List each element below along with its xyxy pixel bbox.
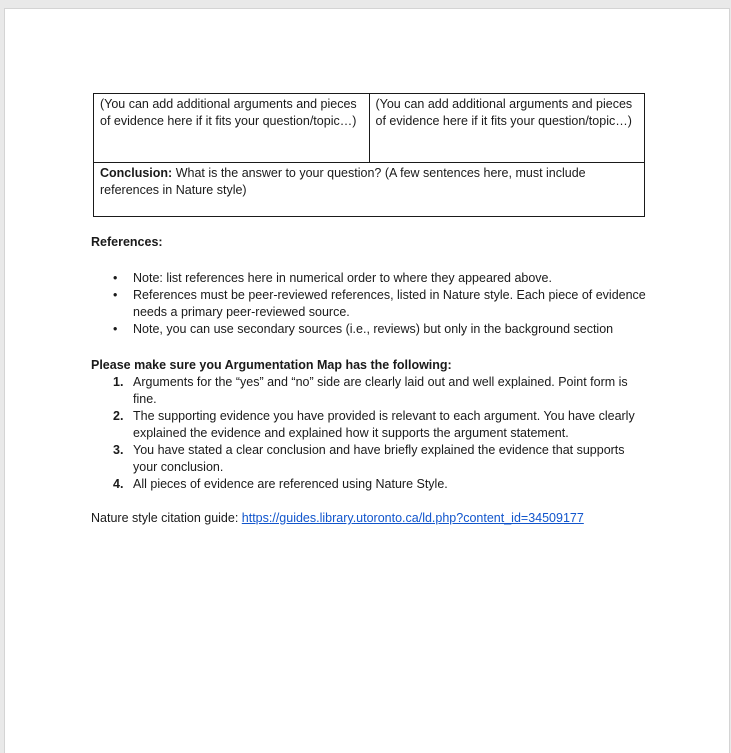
list-item <box>91 270 651 287</box>
references-list <box>91 270 651 338</box>
list-item <box>91 476 651 493</box>
list-item <box>91 374 651 408</box>
table-cell-left[interactable]: (You can add additional arguments and pieces of evidence here if it fits your question/topic…) <box>94 94 370 163</box>
citation-guide <box>91 510 651 527</box>
item-number: 4. <box>113 477 124 491</box>
checklist-heading: Please make sure you Argumentation Map has the following: <box>91 358 452 372</box>
references-heading: References: <box>91 235 163 249</box>
document-body <box>91 93 651 527</box>
table-cell-right[interactable]: (You can add additional arguments and pieces of evidence here if it fits your question/topic…) <box>369 94 645 163</box>
argumentation-map-table <box>93 93 645 217</box>
conclusion-label: Conclusion: <box>100 166 173 180</box>
list-item-text: You have stated a clear conclusion and have briefly explained the evidence that supports your conclusion. <box>133 443 625 474</box>
table-row <box>94 94 645 163</box>
table-row <box>94 163 645 217</box>
bullet-icon: • <box>113 271 118 285</box>
list-item <box>91 321 651 338</box>
item-number: 2. <box>113 409 124 423</box>
list-item-text: All pieces of evidence are referenced using Nature Style. <box>133 477 448 491</box>
conclusion-cell[interactable] <box>94 163 645 217</box>
list-item-text: Note, you can use secondary sources (i.e., reviews) but only in the background section <box>133 322 614 336</box>
bullet-icon: • <box>113 322 118 336</box>
list-item-text: References must be peer-reviewed references, listed in Nature style. Each piece of evidence needs a primary peer-reviewed source. <box>133 288 646 319</box>
list-item <box>91 442 651 476</box>
item-number: 1. <box>113 375 124 389</box>
list-item-text: Note: list references here in numerical order to where they appeared above. <box>133 271 552 285</box>
list-item-text: The supporting evidence you have provided is relevant to each argument. You have clearly explained the evidence and explained how it supports the argument statement. <box>133 409 635 440</box>
conclusion-text: What is the answer to your question? (A few sentences here, must include references in Nature style) <box>100 166 586 197</box>
citation-guide-link[interactable]: https://guides.library.utoronto.ca/ld.php?content_id=34509177 <box>241 511 584 525</box>
list-item-text: Arguments for the “yes” and “no” side are clearly laid out and well explained. Point form is fine. <box>133 375 628 406</box>
list-item <box>91 287 651 321</box>
item-number: 3. <box>113 443 124 457</box>
list-item <box>91 408 651 442</box>
document-page <box>4 8 730 753</box>
citation-guide-label: Nature style citation guide: <box>91 511 242 525</box>
bullet-icon: • <box>113 288 118 302</box>
checklist-list <box>91 374 651 493</box>
